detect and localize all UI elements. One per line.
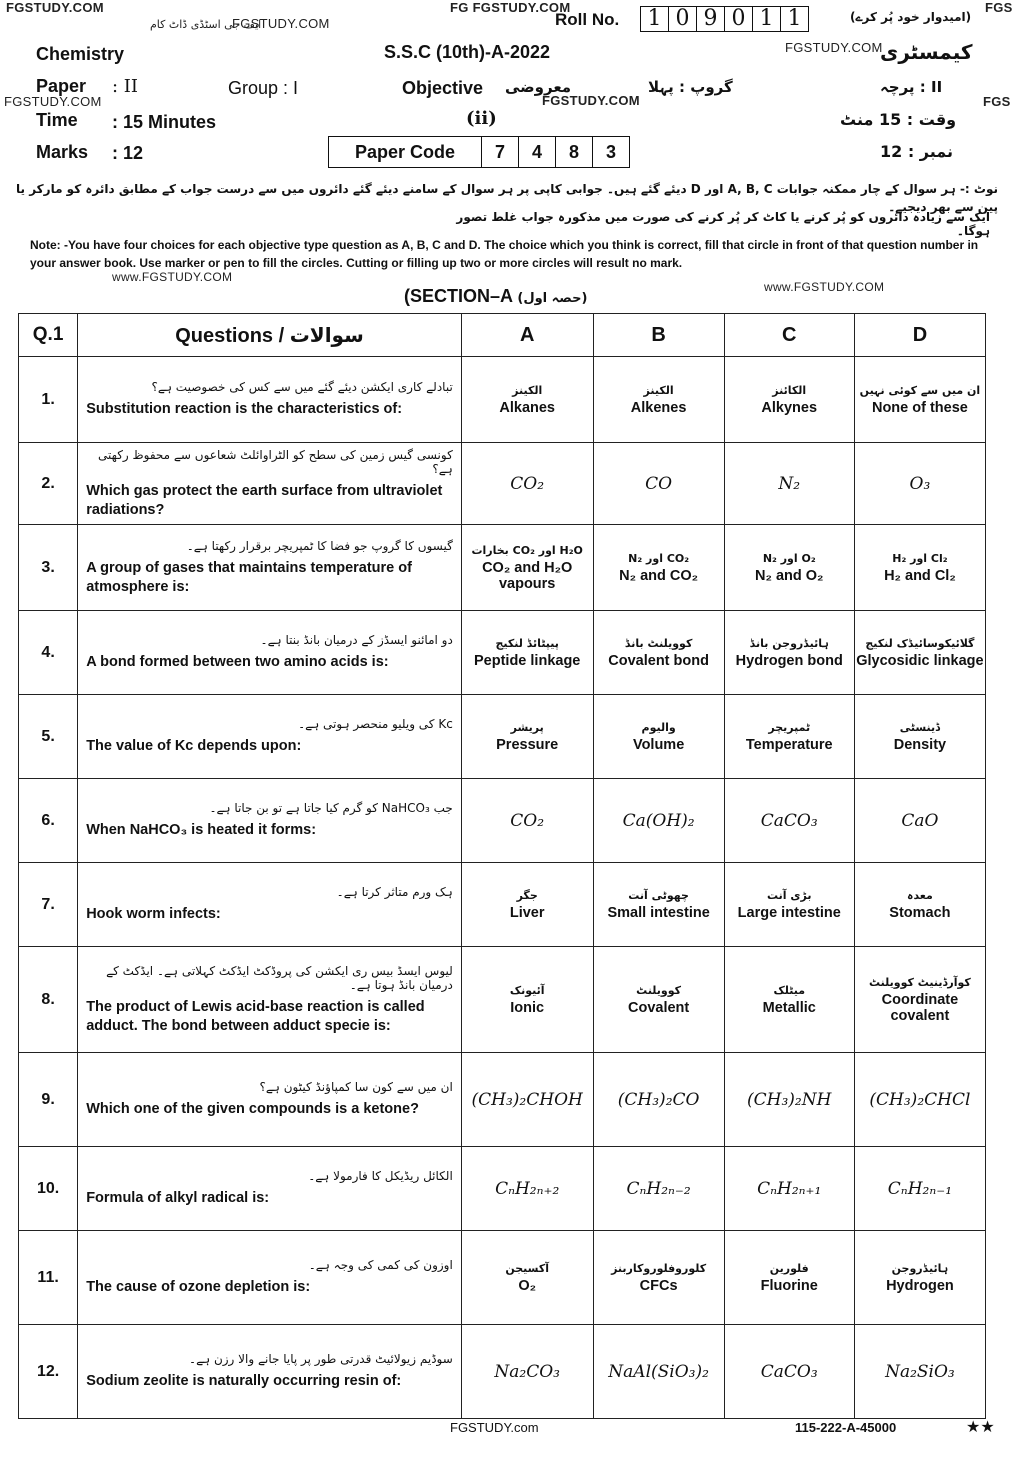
option-c <box>724 443 854 525</box>
option-text: Ca(OH)₂ <box>622 810 695 831</box>
col-b: B <box>593 314 724 357</box>
option-text: Na₂SiO₃ <box>885 1361 955 1382</box>
time-urdu: وقت : 15 منٹ <box>840 110 957 129</box>
question-cell <box>78 525 462 611</box>
option-text: Covalent <box>627 999 690 1016</box>
roll-digit: 1 <box>752 6 781 32</box>
question-english: The product of Lewis acid-base reaction is called adduct. The bond between adduct specie is: <box>86 998 425 1034</box>
option-text: CO₂ <box>510 810 545 831</box>
option-text: Hydrogen <box>886 1277 954 1294</box>
option-b <box>593 863 724 947</box>
col-c: C <box>724 314 854 357</box>
option-c <box>724 1147 854 1231</box>
option-d <box>854 1231 985 1325</box>
group-label: Group : I <box>228 78 299 98</box>
option-a <box>461 525 593 611</box>
option-urdu: Cl₂ اور H₂ <box>892 551 948 565</box>
option-c <box>724 695 854 779</box>
option-urdu: فلورین <box>769 1261 809 1275</box>
question-cell <box>78 1053 462 1147</box>
question-urdu: گیسوں کا گروپ جو فضا کا ٹمپریچر برقرار رکھتا ہے۔ <box>186 538 453 553</box>
instruction-urdu-2: ایک سے زیادہ دائروں کو پُر کرنے یا کاٹ کر پُر کرنے کی صورت میں مذکورہ جواب غلط تصور ہوگا۔ <box>456 210 990 238</box>
option-d <box>854 695 985 779</box>
paper-code-digit: 3 <box>593 137 630 168</box>
option-text: NaAl(SiO₃)₂ <box>608 1361 709 1382</box>
option-urdu: کلوروفلوروکاربنز <box>611 1261 707 1275</box>
option-urdu: چھوٹی آنت <box>628 888 689 902</box>
roll-digit: 1 <box>640 6 669 32</box>
question-urdu: ان میں سے کون سا کمپاؤنڈ کیٹون ہے؟ <box>259 1080 453 1094</box>
watermark-side-right: FGS <box>983 94 1011 109</box>
option-urdu: کوویلنٹ بانڈ <box>624 636 693 650</box>
question-urdu: دو امائنو ایسڈز کے درمیان بانڈ بنتا ہے۔ <box>260 633 453 647</box>
roll-digit: 9 <box>696 6 725 32</box>
paper-code-label: Paper Code <box>329 137 482 168</box>
question-row <box>19 695 986 779</box>
question-row <box>19 779 986 863</box>
marks-value: : 12 <box>112 143 144 163</box>
option-a <box>461 779 593 863</box>
option-text: (CH₃)₂CO <box>617 1089 700 1110</box>
option-b <box>593 1053 724 1147</box>
question-number: 7. <box>19 863 78 947</box>
option-text: CaCO₃ <box>760 810 818 831</box>
option-text: CFCs <box>639 1277 678 1294</box>
question-row <box>19 863 986 947</box>
group-urdu: گروپ : پہلا <box>648 78 733 96</box>
footer-stars: ★★ <box>966 1419 995 1436</box>
option-c <box>724 611 854 695</box>
option-b <box>593 1231 724 1325</box>
question-english: The cause of ozone depletion is: <box>86 1279 311 1295</box>
option-text: (CH₃)₂CHCl <box>869 1089 971 1110</box>
question-english: When NaHCO₃ is heated it forms: <box>86 822 317 838</box>
question-row <box>19 1053 986 1147</box>
option-b <box>593 1325 724 1419</box>
question-cell <box>78 947 462 1053</box>
option-text: CₙH₂ₙ₊₁ <box>757 1178 822 1199</box>
roll-digit: 0 <box>668 6 697 32</box>
question-urdu: ہک ورم متاثر کرتا ہے۔ <box>336 885 453 899</box>
roll-number-boxes <box>640 6 808 32</box>
question-cell <box>78 357 462 443</box>
option-b <box>593 525 724 611</box>
option-text: N₂ and O₂ <box>755 567 824 584</box>
time-value: : 15 Minutes <box>112 112 217 132</box>
question-number: 3. <box>19 525 78 611</box>
col-q: Q.1 <box>19 314 78 357</box>
questions-table <box>18 313 986 1419</box>
question-number: 12. <box>19 1325 78 1419</box>
question-cell <box>78 1325 462 1419</box>
watermark-top-right: FGS <box>985 0 1013 15</box>
question-number: 11. <box>19 1231 78 1325</box>
option-urdu: ٹمپریچر <box>768 720 811 734</box>
question-english: Which one of the given compounds is a ketone? <box>86 1101 419 1117</box>
option-text: CaCO₃ <box>760 1361 818 1382</box>
option-text: Liver <box>509 904 545 921</box>
question-number: 4. <box>19 611 78 695</box>
question-cell <box>78 863 462 947</box>
option-text: (CH₃)₂CHOH <box>471 1089 583 1110</box>
part-number: (ii) <box>466 108 497 129</box>
option-urdu: جگر <box>516 888 538 902</box>
question-row <box>19 1231 986 1325</box>
question-number: 1. <box>19 357 78 443</box>
option-a <box>461 443 593 525</box>
option-urdu: گلائیکوسائیڈک لنکیج <box>865 636 975 650</box>
option-text: Hydrogen bond <box>735 652 843 669</box>
instruction-urdu-1: نوٹ :- ہر سوال کے چار ممکنہ جوابات A, B, C اور D دیئے گئے ہیں۔ جوابی کاپی پر ہر سوال کے سامنے دیئے گئے دائروں میں سے درست جواب کے مطابق دائرہ کو مارکر یا پین سے بھر دیجیے۔ <box>16 182 998 214</box>
col-a: A <box>461 314 593 357</box>
option-text: Fluorine <box>760 1277 818 1294</box>
option-text: Na₂CO₃ <box>494 1361 560 1382</box>
paper-code-table <box>328 136 630 168</box>
question-english: A group of gases that maintains temperature of atmosphere is: <box>86 559 412 595</box>
option-b <box>593 947 724 1053</box>
option-urdu: کوویلنٹ <box>636 983 682 997</box>
watermark-top-center: FG FGSTUDY.COM <box>450 0 571 15</box>
col-questions: Questions / سوالات <box>78 314 462 357</box>
question-urdu: جب NaHCO₃ کو گرم کیا جاتا ہے تو بن جاتا ہے۔ <box>209 801 453 815</box>
option-a <box>461 695 593 779</box>
option-urdu: O₂ اور N₂ <box>762 551 816 565</box>
option-d <box>854 357 985 443</box>
option-text: CₙH₂ₙ₋₂ <box>626 1178 691 1199</box>
option-a <box>461 863 593 947</box>
question-cell <box>78 779 462 863</box>
time-label: Time <box>36 110 78 130</box>
option-urdu: معدہ <box>907 888 933 902</box>
option-urdu: بڑی آنت <box>767 888 812 902</box>
question-cell <box>78 1231 462 1325</box>
question-urdu: Kc کی ویلیو منحصر ہوتی ہے۔ <box>298 717 453 731</box>
option-urdu: میٹلک <box>773 983 806 997</box>
question-cell <box>78 1147 462 1231</box>
option-text: Peptide linkage <box>474 652 581 669</box>
watermark-left-line: FGSTUDY.COM <box>4 94 102 109</box>
option-a <box>461 947 593 1053</box>
objective-label: Objective <box>402 78 484 98</box>
option-text: Covalent bond <box>608 652 709 669</box>
option-b <box>593 779 724 863</box>
option-text: Small intestine <box>607 904 710 921</box>
option-d <box>854 1147 985 1231</box>
option-b <box>593 443 724 525</box>
watermark-center-url: FGSTUDY.COM <box>542 93 640 108</box>
option-urdu: الکائنز <box>772 383 807 397</box>
option-urdu: پیپٹائڈ لنکیج <box>495 636 559 650</box>
option-urdu: H₂O اور CO₂ بخارات <box>471 543 583 557</box>
question-number: 9. <box>19 1053 78 1147</box>
question-english: A bond formed between two amino acids is: <box>86 654 389 670</box>
watermark-www-left: www.FGSTUDY.COM <box>112 270 233 284</box>
option-a <box>461 1325 593 1419</box>
objective-urdu: معروضی <box>505 78 572 96</box>
option-text: (CH₃)₂NH <box>747 1089 832 1110</box>
paper-code-digit: 8 <box>556 137 593 168</box>
question-row <box>19 947 986 1053</box>
question-english: Substitution reaction is the characteristics of: <box>86 401 403 417</box>
option-d <box>854 863 985 947</box>
watermark-right-url: FGSTUDY.COM <box>785 40 883 55</box>
marks-urdu: نمبر : 12 <box>880 142 954 161</box>
question-english: Formula of alkyl radical is: <box>86 1190 270 1206</box>
question-row <box>19 357 986 443</box>
option-c <box>724 1231 854 1325</box>
option-text: Stomach <box>889 904 951 921</box>
question-urdu: سوڈیم زیولائیٹ قدرتی طور پر پایا جانے والا رزن ہے۔ <box>189 1352 453 1366</box>
question-english: Hook worm infects: <box>86 906 221 922</box>
option-urdu: ہائیڈروجن <box>891 1261 949 1275</box>
roll-digit: 1 <box>780 6 809 32</box>
roll-digit: 0 <box>724 6 753 32</box>
question-urdu: کونسی گیس زمین کی سطح کو الٹراوائلٹ شعاعوں سے محفوظ رکھتی ہے؟ <box>98 447 453 476</box>
option-text: CO <box>645 473 673 494</box>
option-c <box>724 1053 854 1147</box>
option-d <box>854 443 985 525</box>
option-b <box>593 1147 724 1231</box>
option-urdu: کوآرڈینیٹ کوویلنٹ <box>869 975 971 989</box>
option-a <box>461 1231 593 1325</box>
option-urdu: الکینز <box>643 383 674 397</box>
option-d <box>854 525 985 611</box>
question-row <box>19 1147 986 1231</box>
option-d <box>854 1053 985 1147</box>
option-text: CₙH₂ₙ₊₂ <box>495 1178 560 1199</box>
watermark-urdu: ایف جی اسٹڈی ڈاٹ کام <box>150 18 262 31</box>
paper-value: : II <box>112 76 139 97</box>
question-number: 5. <box>19 695 78 779</box>
watermark-left-mid: FGSTUDY.COM <box>232 16 330 31</box>
option-urdu: والیوم <box>641 720 676 734</box>
option-text: CO₂ and H₂O vapours <box>482 559 573 592</box>
option-text: O₂ <box>518 1277 537 1294</box>
option-d <box>854 947 985 1053</box>
question-english: The value of Kc depends upon: <box>86 738 302 754</box>
question-number: 10. <box>19 1147 78 1231</box>
option-urdu: ہائیڈروجن بانڈ <box>749 636 829 650</box>
option-text: Temperature <box>745 736 833 753</box>
option-urdu: آکسیجن <box>505 1261 550 1275</box>
option-c <box>724 357 854 443</box>
option-a <box>461 357 593 443</box>
option-c <box>724 1325 854 1419</box>
option-text: CO₂ <box>510 473 545 494</box>
option-urdu: ڈینسٹی <box>899 720 941 734</box>
question-urdu: الکائل ریڈیکل کا فارمولا ہے۔ <box>308 1169 453 1183</box>
option-text: Glycosidic linkage <box>856 652 984 669</box>
option-text: N₂ <box>778 473 801 494</box>
question-cell <box>78 695 462 779</box>
question-urdu: لیوس ایسڈ بیس ری ایکشن کی پروڈکٹ ایڈکٹ کہلاتی ہے۔ ایڈکٹ کے درمیان بانڈ ہوتا ہے۔ <box>106 963 453 992</box>
footer-code: 115-222-A-45000 <box>795 1420 897 1435</box>
option-urdu: پریشر <box>510 720 544 734</box>
question-number: 2. <box>19 443 78 525</box>
option-urdu: CO₂ اور N₂ <box>628 551 690 565</box>
marks-label: Marks <box>36 142 89 162</box>
question-row <box>19 611 986 695</box>
paper-code-digit: 7 <box>482 137 519 168</box>
option-text: None of these <box>871 399 968 416</box>
option-text: O₃ <box>909 473 931 494</box>
option-text: Coordinate covalent <box>881 991 959 1024</box>
option-b <box>593 695 724 779</box>
option-b <box>593 611 724 695</box>
section-title-en: (SECTION–A <box>404 286 513 306</box>
option-text: CaO <box>901 810 939 831</box>
question-english: Which gas protect the earth surface from ultraviolet radiations? <box>86 482 443 518</box>
question-cell <box>78 443 462 525</box>
question-number: 8. <box>19 947 78 1053</box>
option-a <box>461 611 593 695</box>
option-d <box>854 611 985 695</box>
section-title <box>404 286 587 307</box>
option-b <box>593 357 724 443</box>
subject-urdu: کیمسٹری <box>880 40 973 64</box>
roll-note-urdu: (امیدوار خود پُر کرے) <box>850 10 972 24</box>
instruction-english: Note: -You have four choices for each objective type question as A, B, C and D. The choice which you think is correct, fill that circle in front of that question number in your answer book. Use marker or pen to fill the circles. Cutting or filling up two or more circles will result no mark. <box>30 238 979 270</box>
question-english: Sodium zeolite is naturally occurring resin of: <box>86 1373 402 1389</box>
exam-title: S.S.C (10th)-A-2022 <box>384 42 551 62</box>
option-text: N₂ and CO₂ <box>619 567 699 584</box>
question-row <box>19 443 986 525</box>
paper-label: Paper <box>36 76 87 96</box>
option-c <box>724 863 854 947</box>
question-row <box>19 1325 986 1419</box>
watermark-www-right: www.FGSTUDY.COM <box>764 280 885 294</box>
subject: Chemistry <box>36 44 125 64</box>
section-title-urdu: (حصہ اول) <box>517 291 588 306</box>
option-text: Metallic <box>762 999 816 1016</box>
paper-code-digit: 4 <box>519 137 556 168</box>
option-urdu: الکینز <box>512 383 543 397</box>
option-text: Pressure <box>496 736 559 753</box>
option-text: CₙH₂ₙ₋₁ <box>887 1178 953 1199</box>
option-urdu: ان میں سے کوئی نہیں <box>859 383 981 397</box>
option-urdu: آئیونک <box>509 983 545 997</box>
option-c <box>724 947 854 1053</box>
option-text: Alkanes <box>499 399 555 416</box>
option-text: Volume <box>632 736 685 753</box>
option-text: Ionic <box>510 999 545 1016</box>
footer-site: FGSTUDY.com <box>450 1420 539 1435</box>
option-text: Alkenes <box>630 399 687 416</box>
option-d <box>854 1325 985 1419</box>
paper-urdu: II : پرچہ <box>880 78 943 96</box>
col-d: D <box>854 314 985 357</box>
option-text: Large intestine <box>737 904 841 921</box>
question-cell <box>78 611 462 695</box>
option-a <box>461 1053 593 1147</box>
option-text: H₂ and Cl₂ <box>884 567 956 584</box>
option-c <box>724 779 854 863</box>
option-text: Density <box>893 736 947 753</box>
question-urdu: تبادلے کاری ایکشن دیئے گئے میں سے کس کی خصوصیت ہے؟ <box>151 380 453 394</box>
option-d <box>854 779 985 863</box>
question-row <box>19 525 986 611</box>
option-c <box>724 525 854 611</box>
watermark-top-left: FGSTUDY.COM <box>6 0 104 15</box>
question-urdu: اوزون کی کمی کی وجہ ہے۔ <box>308 1258 453 1272</box>
question-number: 6. <box>19 779 78 863</box>
table-header-row <box>19 314 986 357</box>
roll-label: Roll No. <box>555 10 620 29</box>
option-text: Alkynes <box>761 399 818 416</box>
option-a <box>461 1147 593 1231</box>
